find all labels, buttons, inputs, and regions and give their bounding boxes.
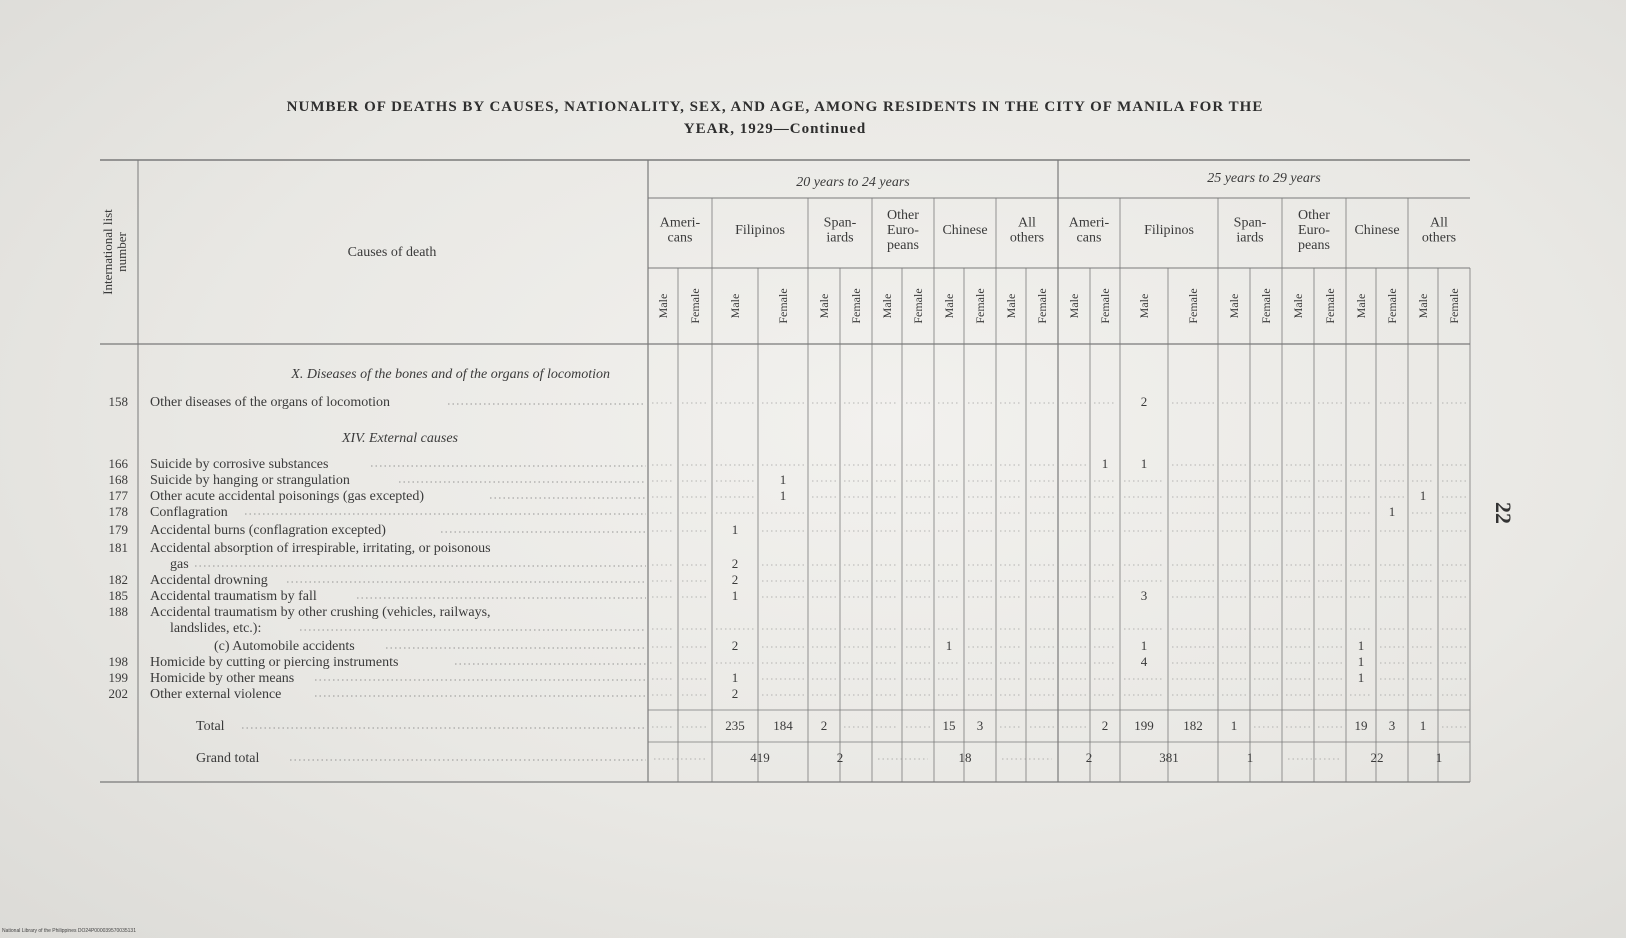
nationality-header: Filipinos (735, 223, 785, 238)
cause-of-death: Other external violence (150, 687, 282, 702)
intl-list-number-header: International list (100, 209, 115, 295)
cell-value: 1 (1357, 670, 1365, 685)
age-group-25-29: 25 years to 29 years (1207, 171, 1321, 186)
intl-list-number: 168 (108, 472, 128, 487)
grand-total-value: 18 (958, 750, 972, 765)
cell-value: 1 (1140, 638, 1148, 653)
sex-header: Male (942, 293, 956, 319)
cell-value: 2 (731, 556, 739, 571)
total-value: 2 (820, 718, 828, 733)
cause-of-death: Accidental drowning (150, 573, 268, 588)
nationality-header: Other (1298, 208, 1330, 223)
causes-of-death-header: Causes of death (347, 245, 437, 260)
total-value: 2 (1101, 718, 1109, 733)
cell-value: 1 (1357, 638, 1365, 653)
nationality-header: All (1430, 215, 1448, 231)
nationality-header: others (1421, 230, 1457, 246)
nationality-header: Chinese (1354, 223, 1400, 238)
title-line-2: YEAR, 1929—Continued (683, 121, 867, 137)
cell-value: 1 (945, 638, 953, 653)
intl-list-number: 178 (108, 504, 128, 519)
intl-list-number: 166 (108, 456, 128, 471)
grand-total-value: 2 (1085, 750, 1093, 765)
total-value: 19 (1354, 718, 1368, 733)
cell-value: 1 (1419, 488, 1427, 503)
cell-value: 2 (731, 638, 739, 653)
cell-value: 2 (731, 572, 739, 587)
sex-header: Male (1291, 293, 1305, 319)
intl-list-number: 158 (108, 394, 128, 409)
intl-list-number: 202 (108, 686, 128, 701)
nationality-header: iards (1236, 230, 1264, 246)
grand-total-value: 2 (836, 750, 844, 765)
cell-value: 2 (731, 686, 739, 701)
nationality-header: cans (1076, 230, 1102, 246)
sex-header: Male (1354, 293, 1368, 319)
nationality-header: others (1009, 230, 1045, 246)
nationality-header: iards (826, 230, 854, 246)
cell-value: 1 (779, 472, 787, 487)
cause-of-death: Suicide by hanging or strangulation (150, 473, 350, 488)
nationality-header: Euro- (1298, 223, 1330, 238)
cell-value: 2 (1140, 394, 1148, 409)
intl-list-number-header: number (114, 232, 129, 272)
cause-of-death: Suicide by corrosive substances (150, 457, 329, 472)
sex-header: Female (849, 288, 863, 324)
cause-of-death-continued: landslides, etc.): (170, 621, 262, 636)
cell-value: 1 (1140, 456, 1148, 471)
nationality-header: Other (887, 208, 919, 223)
footer-credit: National Library of the Philippines DO24P000039570035131 (2, 928, 136, 934)
cell-value: 1 (731, 670, 739, 685)
nationality-header: cans (667, 230, 693, 246)
sex-header: Male (817, 293, 831, 319)
cell-value: 1 (731, 522, 739, 537)
grand-total-value: 1 (1246, 750, 1254, 765)
intl-list-number: 177 (108, 488, 128, 503)
intl-list-number: 182 (108, 572, 128, 587)
total-value: 184 (773, 718, 793, 733)
sex-header: Male (728, 293, 742, 319)
nationality-header: Filipinos (1144, 223, 1194, 238)
sex-header: Female (776, 288, 790, 324)
sex-header: Female (911, 288, 925, 324)
total-value: 1 (1419, 718, 1427, 733)
cause-of-death: Other diseases of the organs of locomotion (150, 395, 391, 410)
intl-list-number: 199 (108, 670, 128, 685)
cause-of-death: Other acute accidental poisonings (gas excepted) (150, 489, 425, 504)
grand-total-value: 419 (750, 750, 770, 765)
cause-of-death: Homicide by cutting or piercing instruments (150, 655, 399, 670)
cause-of-death: Accidental absorption of irrespirable, irritating, or poisonous (150, 541, 491, 556)
intl-list-number: 181 (108, 540, 128, 555)
cell-value: 4 (1140, 654, 1148, 669)
sex-header: Female (1385, 288, 1399, 324)
nationality-header: peans (1298, 238, 1330, 253)
nationality-header: peans (887, 238, 919, 253)
section-heading: X. Diseases of the bones and of the organs of locomotion (291, 367, 610, 382)
page-number: 22 (1491, 502, 1516, 524)
sex-header: Female (688, 288, 702, 324)
total-value: 182 (1183, 718, 1203, 733)
nationality-header: Span- (823, 215, 857, 231)
total-value: 199 (1134, 718, 1154, 733)
sex-header: Male (1004, 293, 1018, 319)
grand-total-value: 22 (1370, 750, 1384, 765)
cause-of-death: Accidental traumatism by other crushing (vehicles, railways, (150, 605, 491, 620)
total-label: Total (196, 719, 225, 734)
cause-of-death: Accidental traumatism by fall (150, 589, 317, 604)
total-value: 235 (725, 718, 745, 733)
sex-header: Female (1259, 288, 1273, 324)
intl-list-number: 188 (108, 604, 128, 619)
total-value: 3 (1388, 718, 1396, 733)
total-value: 1 (1230, 718, 1238, 733)
sex-header: Female (973, 288, 987, 324)
grand-total-label: Grand total (196, 751, 260, 766)
nationality-header: Chinese (942, 223, 988, 238)
grand-total-value: 1 (1435, 750, 1443, 765)
grand-total-value: 381 (1159, 750, 1179, 765)
intl-list-number: 185 (108, 588, 128, 603)
intl-list-number: 198 (108, 654, 128, 669)
nationality-header: Span- (1233, 215, 1267, 231)
cause-of-death: Homicide by other means (150, 671, 295, 686)
sex-header: Male (1416, 293, 1430, 319)
sex-header: Male (1227, 293, 1241, 319)
title-line-1: NUMBER OF DEATHS BY CAUSES, NATIONALITY, SEX, AND AGE, AMONG RESIDENTS IN THE CITY OF MANILA FOR THE (286, 99, 1264, 115)
cell-value: 1 (779, 488, 787, 503)
cell-value: 1 (1101, 456, 1109, 471)
sex-header: Female (1035, 288, 1049, 324)
cause-of-death: Conflagration (150, 505, 228, 520)
sex-header: Male (1137, 293, 1151, 319)
age-group-20-24: 20 years to 24 years (796, 175, 910, 190)
sex-header: Male (656, 293, 670, 319)
cause-of-death: Accidental burns (conflagration excepted) (150, 523, 386, 538)
cause-of-death-continued: gas (170, 557, 189, 572)
nationality-header: Ameri- (659, 215, 701, 231)
section-heading: XIV. External causes (342, 431, 458, 446)
total-value: 3 (976, 718, 984, 733)
total-value: 15 (942, 718, 956, 733)
nationality-header: All (1018, 215, 1036, 231)
cell-value: 1 (1388, 504, 1396, 519)
intl-list-number: 179 (108, 522, 128, 537)
cell-value: 1 (1357, 654, 1365, 669)
sex-header: Female (1323, 288, 1337, 324)
cell-value: 1 (731, 588, 739, 603)
sex-header: Male (880, 293, 894, 319)
cell-value: 3 (1140, 588, 1148, 603)
sex-header: Female (1447, 288, 1461, 324)
nationality-header: Ameri- (1068, 215, 1110, 231)
sex-header: Female (1098, 288, 1112, 324)
cause-of-death: (c) Automobile accidents (214, 639, 355, 654)
nationality-header: Euro- (887, 223, 919, 238)
sex-header: Male (1067, 293, 1081, 319)
sex-header: Female (1186, 288, 1200, 324)
